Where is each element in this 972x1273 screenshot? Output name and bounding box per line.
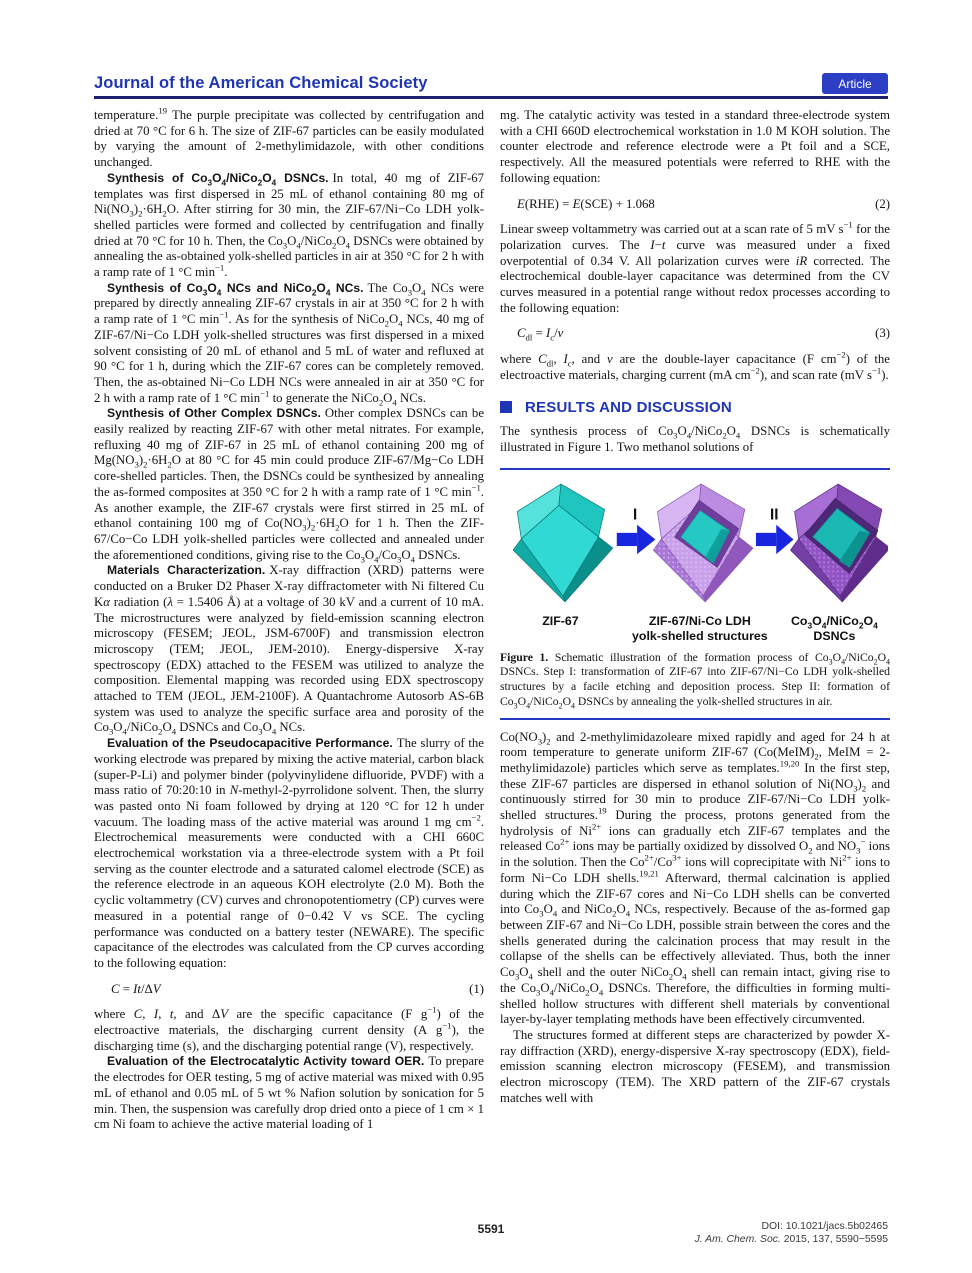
run-in-heading: Synthesis of $Co_3O_4$ NCs and $NiCo_2O_4$ NCs. — [107, 280, 364, 298]
paragraph — [94, 171, 484, 281]
paragraph — [500, 349, 890, 383]
figure-1-image — [500, 470, 890, 614]
paragraph — [94, 563, 484, 736]
paragraph-text: To prepare the electrodes for OER testing, 5 mg of active material was mixed with 0.95 mL of ethanol and 0.05 mL of 5 wt % Nafion solution by sonication for 5 min. Then, the suspension was carefully drop dried onto a piece of 1 cm × 1 cm Ni foam to achieve the active material loading of 1 — [94, 1054, 484, 1132]
section-heading-results — [500, 400, 890, 416]
figure-1 — [500, 468, 890, 720]
step2-arrow-icon — [756, 524, 794, 553]
figure-caption-text: Schematic illustration of the formation process of $Co_3O_4/NiCo_2O_4$ DSNCs. Step I: transformation of ZIF-67 into ZIF-67/Ni−Co LDH yolk-shelled structures by a facile etching and deposition process. Step II: formation of $Co_3O_4/NiCo_2O_4$ DSNCs by annealing the yolk-shelled structures in air. — [500, 650, 890, 711]
label-yolk-shell: ZIF-67/Ni-Co LDH yolk-shelled structures — [632, 613, 768, 643]
article-badge: Article — [822, 73, 888, 94]
run-in-heading: Materials Characterization. — [107, 563, 266, 578]
figure-labels — [500, 614, 890, 651]
paragraph — [500, 1028, 890, 1107]
left-column — [94, 105, 485, 1133]
paragraph-text: $Co(NO_3)_2$ and 2-methylimidazoleare mixed rapidly and aged for 24 h at room temperature to generate uniform ZIF-67 ($Co(MeIM)_2$, MeIM = 2-methylimidazole) particles which serve as templates.$^{19,20}$ In the first step, these ZIF-67 particles are dispersed in ethanol solution of $Ni(NO_3)_2$ and continuously stirred for 30 min to produce ZIF-67/Ni−Co LDH yolk-shelled structures.$^{19}$ During the process, protons generated from the hydrolysis of $Ni^{2+}$ ions can gradually etch ZIF-67 templates and the released $Co^{2+}$ ions may be partially oxidized by dissolved $O_2$ and $NO_3^-$ ions in the solution. Then the $Co^{2+}/Co^{3+}$ ions will coprecipitate with $Ni^{2+}$ ions to form Ni−Co LDH shells.$^{19,21}$ Afterward, thermal calcination is applied during which the ZIF-67 cores and Ni−Co LDH shells can be converted into $Co_3O_4$ and $NiCo_2O_4$ NCs, respectively. Because of the as-formed gap between ZIF-67 and Ni−Co LDH, possible strain between the cores and the shells generated during the calcination process that may result in the collapse of the shells can be effectively alleviated. Thus, both the inner $Co_3O_4$ shell and the outer $NiCo_2O_4$ shell can remain intact, giving rise to the $Co_3O_4/NiCo_2O_4$ DSNCs. Therefore, the difficulties in forming multi-shelled hollow structures with different shell materials by conventional layer-by-layer templating methods have been effectively circumvented. — [500, 729, 891, 1027]
equation-body: C = It/ΔV — [111, 981, 161, 996]
equation-number: (2) — [875, 196, 890, 211]
paragraph — [94, 406, 484, 563]
paragraph — [94, 736, 484, 972]
citation-block — [695, 1220, 888, 1246]
figure-caption — [500, 651, 890, 710]
paragraph-text: The synthesis process of $Co_3O_4/NiCo_2O_4$ DSNCs is schematically illustrated in Figure 1. Two methanol solutions of — [500, 424, 890, 454]
paragraph-text: The $Co_3O_4$ NCs were prepared by directly annealing ZIF-67 crystals in air at 350 °C for 2 h with a ramp rate of 1 °C $\min^{-1}$. As for the synthesis of $NiCo_2O_4$ NCs, 40 mg of ZIF-67/Ni−Co LDH yolk-shelled structures was first dispersed in a mixed solvent consisting of 20 mL of ethanol and 5 mL of water and refluxed at 90 °C for 1 h, during which the ZIF-67 cores can be completely removed. Then, the as-obtained Ni−Co LDH NCs were annealed in air at 350 °C for 2 h with a ramp rate of 1 °C $\min^{-1}$ to generate the $NiCo_2O_4$ NCs. — [94, 280, 484, 408]
section-bullet-icon — [500, 401, 512, 413]
paragraph — [500, 219, 891, 316]
step1-label: I — [632, 506, 638, 524]
run-in-heading: Synthesis of $Co_3O_4/NiCo_2O_4$ DSNCs. — [107, 170, 329, 188]
equation-body: $C_{dl} = I_c/\nu$ — [517, 326, 564, 343]
equation-3 — [500, 326, 890, 342]
step2-label: II — [769, 506, 779, 524]
equation-number: (1) — [469, 981, 484, 996]
equation-number: (3) — [875, 326, 890, 341]
paragraph — [500, 730, 890, 1028]
equation-body: E(RHE) = E(SCE) + 1.068 — [517, 196, 655, 211]
label-zif67: ZIF-67 — [542, 613, 579, 628]
paragraph-text: temperature.$^{19}$ The purple precipitate was collected by centrifugation and dried at 70 °C for 6 h. The size of ZIF-67 particles can be easily modulated by varying the amount of 2-methylimidazole, with other conditions unchanged. — [94, 105, 484, 170]
paragraph-text: where $C_{dl}$, $I_c$, and ν are the double-layer capacitance (F $cm^{-2}$) of the electroactive materials, charging current (mA $cm^{-2}$), and scan rate (mV $s^{-1}$). — [500, 349, 890, 382]
run-in-heading: Evaluation of the Pseudocapacitive Performance. — [107, 736, 393, 751]
label-dsnc: $Co_3O_4/NiCo_2O_4$ DSNCs — [790, 613, 878, 643]
page-header — [94, 70, 888, 96]
paragraph-text: where C, I, t, and ΔV are the specific capacitance (F $g^{-1}$) of the electroactive materials, the discharging current density (A $g^{-1}$), the discharging time (s), and the discharging potential range (V), respectively. — [94, 1005, 485, 1053]
yolk-shell-polyhedron — [653, 484, 753, 602]
paragraph-text: X-ray diffraction (XRD) patterns were conducted on a Bruker D2 Phaser X-ray diffractometer with Ni filtered Cu Kα radiation (λ = 1.5406 Å) at a voltage of 30 kV and a current of 10 mA. The microstructures were analyzed by field-emission scanning electron microscopy (FESEM; JEOL, JSM-6700F) and transmission electron microscopy (TEM; JEOL, JEM-2010). Energy-dispersive X-ray spectroscopy (EDX) attached to the FESEM was utilized to analyze the composition. Elemental mapping was recorded using EDX spectroscopy attached to TEM (JEOL, JEM-2100F). A Quantachrome Autosorb AS-6B system was used to analyze the specific surface area and porosity of the $Co_3O_4/NiCo_2O_4$ DSNCs and $Co_3O_4$ NCs. — [94, 563, 484, 737]
paragraph — [500, 108, 890, 187]
section-title: RESULTS AND DISCUSSION — [525, 398, 732, 416]
paragraph — [94, 281, 484, 407]
paragraph — [94, 105, 484, 171]
run-in-heading: Evaluation of the Electrocatalytic Activity toward OER. — [107, 1054, 425, 1069]
doi: DOI: 10.1021/jacs.5b02465 — [761, 1221, 888, 1232]
paragraph-text: In total, 40 mg of ZIF-67 templates was first dispersed in 25 mL of ethanol containing 80 mg of $Ni(NO_3)_2\cdot 6H_2O$. After stirring for 30 min, the ZIF-67/Ni−Co LDH yolk-shelled particles were formed and collected by centrifugation and finally dried at 70 °C for 10 h. Then, the $Co_3O_4/NiCo_2O_4$ DSNCs were obtained by annealing the as-obtained yolk-shelled particles in air at 350 °C for 2 h with a ramp rate of 1 °C $\min^{-1}$. — [94, 170, 484, 280]
zif67-polyhedron — [513, 484, 613, 602]
figure-caption-lead: Figure 1. — [500, 650, 549, 664]
paragraph — [500, 424, 890, 455]
run-in-heading: Synthesis of Other Complex DSNCs. — [107, 406, 321, 421]
right-column — [500, 108, 890, 1106]
equation-1 — [94, 982, 484, 998]
figure-bottom-rule — [500, 718, 890, 720]
paragraph-text: The slurry of the working electrode was prepared by mixing the active material, carbon black (super-P-Li) and polymer binder (polyvinylidene difluoride, PVDF) with a mass ratio of 70:20:10 in N-methyl-2-pyrrolidone solvent. Then, the slurry was pasted onto Ni foam followed by drying at 120 °C for 12 h under vacuum. The loading mass of the active material was around 1 mg $cm^{-2}$. Electrochemical measurements were conducted with a CHI 660C electrochemical workstation via a three-electrode system with a Pt foil serving as the counter electrode and a saturated calomel electrode (SCE) as the reference electrode in an aqueous KOH electrolyte (2.0 M). Both the cyclic voltammetry (CV) curves and chronopotentiometry (CP) curves were measured in a potential range of 0−0.42 V vs SCE. The cycling performance was conducted on a battery tester (NEWARE). The specific capacitance of the electrodes was calculated from the CP curves according to the following equation: — [94, 736, 484, 970]
dsnc-polyhedron — [790, 484, 888, 602]
paragraph-text: mg. The catalytic activity was tested in a standard three-electrode system with a CHI 660D electrochemical workstation in 1.0 M KOH solution. The counter electrode and reference electrode were a Pt foil and a SCE, respectively. All the measured potentials were referred to RHE with the following equation: — [500, 108, 890, 185]
paragraph-text: Linear sweep voltammetry was carried out at a scan rate of 5 mV $s^{-1}$ for the polarization curves. The I−t curve was measured under a fixed overpotential of 0.34 V. All polarization curves were iR corrected. The electrochemical double-layer capacitance was determined from the CV curves measured in a potential range without redox processes according to the following equation: — [500, 219, 891, 315]
formation-schematic — [502, 478, 888, 612]
header-rule — [94, 96, 888, 99]
paragraph — [94, 1054, 484, 1133]
equation-2 — [500, 197, 890, 213]
paragraph-text: Other complex DSNCs can be easily realized by reacting ZIF-67 with other metal nitrates. For example, refluxing 40 mg of ZIF-67 in 25 mL of ethanol containing 200 mg of $Mg(NO_3)_2\cdot 6H_2O$ at 80 °C for 45 min could produce ZIF-67/Mg−Co LDH core-shelled particles. Then, the DSNCs could be synthesized by annealing the as-formed composites at 350 °C for 2 h with a ramp rate of 1 °C $\min^{-1}$. As another example, the ZIF-67 crystals were first stirred in 25 mL of ethanol containing 100 mg of $Co(NO_3)_2\cdot 6H_2O$ for 1 h. Then the ZIF-67/Co−Co LDH yolk-shelled particles were collected and annealed under the aforementioned conditions, giving rise to the $Co_3O_4/Co_3O_4$ DSNCs. — [94, 406, 484, 565]
step1-arrow-icon — [617, 524, 656, 553]
paragraph — [94, 1007, 484, 1054]
journal-title: Journal of the American Chemical Society — [94, 74, 428, 92]
journal-citation: J. Am. Chem. Soc. 2015, 137, 5590−5595 — [694, 1234, 888, 1245]
paragraph-text: The structures formed at different steps are characterized by powder X-ray diffraction (XRD), energy-dispersive X-ray spectroscopy (EDX), field-emission scanning electron microscopy (FESEM), and transmission electron microscopy (TEM). The XRD pattern of the ZIF-67 crystals matches well with — [500, 1027, 890, 1105]
page-number: 5591 — [477, 1222, 505, 1236]
